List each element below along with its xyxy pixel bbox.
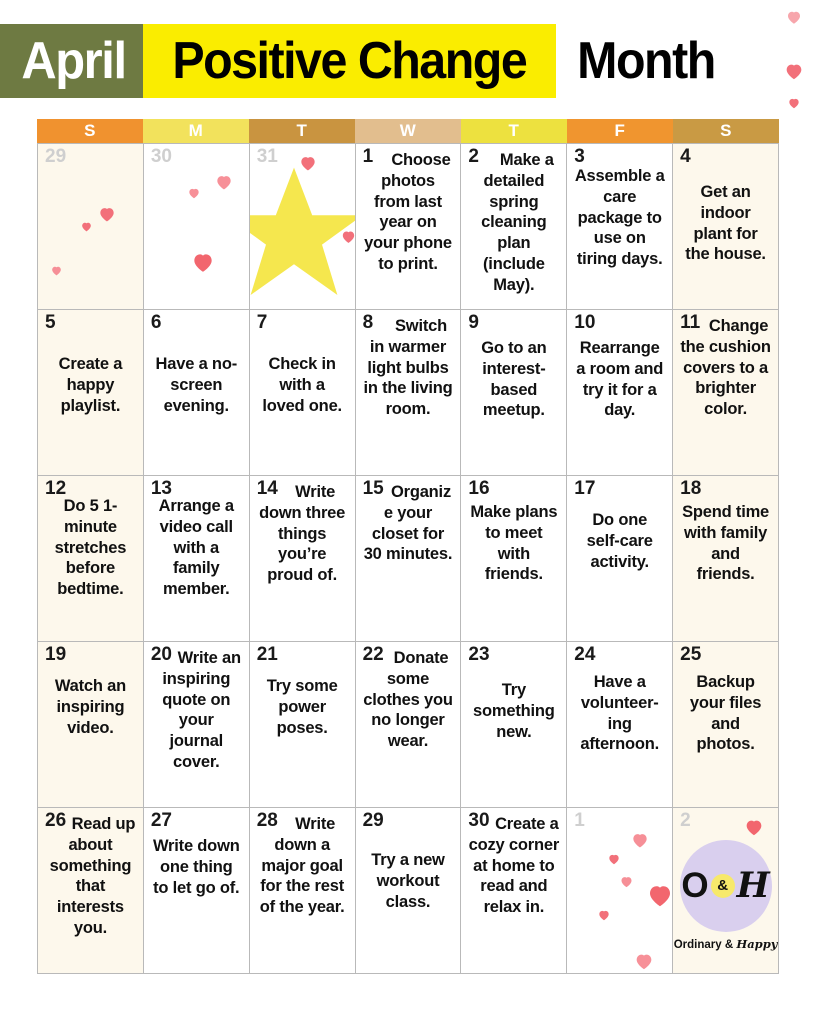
day-activity-text: Organize your closet for 30 minutes. bbox=[363, 483, 453, 564]
day-cell[interactable] bbox=[144, 642, 250, 807]
day-activity-text: Write down a major goal for the rest of the year. bbox=[259, 815, 345, 917]
day-activity-text: Go to an interest-based meetup. bbox=[481, 339, 547, 420]
weekday-label: T bbox=[508, 121, 520, 140]
heart-icon bbox=[187, 186, 201, 200]
day-cell[interactable] bbox=[38, 808, 144, 973]
weekday-header-wed bbox=[355, 119, 461, 143]
heart-icon bbox=[340, 228, 356, 245]
title-suffix-text: Month bbox=[576, 32, 715, 90]
day-number: 21 bbox=[256, 644, 278, 665]
day-activity-text: Choose photos from last year on your phone to print. bbox=[364, 151, 452, 273]
heart-icon bbox=[97, 204, 117, 224]
day-cell[interactable] bbox=[461, 476, 567, 641]
heart-icon bbox=[785, 8, 803, 26]
heart-icon bbox=[597, 908, 611, 922]
heart-icon bbox=[607, 852, 621, 866]
weekday-label: M bbox=[188, 121, 204, 140]
heart-icon bbox=[630, 830, 650, 850]
day-number: 11 bbox=[680, 312, 701, 333]
day-number: 30 bbox=[150, 146, 172, 167]
day-cell[interactable] bbox=[250, 808, 356, 973]
day-cell[interactable] bbox=[356, 144, 462, 309]
day-activity-text: Assemble a care package to use on tiring days. bbox=[574, 167, 665, 269]
day-cell[interactable] bbox=[567, 808, 673, 973]
title-highlight-block bbox=[143, 24, 556, 98]
day-number: 10 bbox=[574, 312, 596, 333]
day-activity-text: Try something new. bbox=[473, 681, 555, 741]
day-activity-text: Do 5 1-minute stretches before bedtime. bbox=[54, 497, 127, 599]
logo-circle bbox=[680, 839, 772, 931]
day-number: 24 bbox=[574, 644, 596, 665]
heart-icon bbox=[645, 880, 673, 910]
weekday-header-thu bbox=[461, 119, 567, 143]
day-activity-text: Have a no-screen evening. bbox=[155, 355, 237, 415]
day-cell[interactable] bbox=[673, 642, 779, 807]
day-activity-text: Try a new workout class. bbox=[371, 851, 445, 911]
day-cell[interactable] bbox=[38, 642, 144, 807]
weekday-header-fri bbox=[567, 119, 673, 143]
day-activity-text: Arrange a video call with a family member. bbox=[158, 497, 234, 599]
brand-logo bbox=[673, 839, 779, 950]
weekday-label: T bbox=[296, 121, 308, 140]
day-number: 22 bbox=[362, 644, 384, 665]
day-cell[interactable] bbox=[673, 808, 779, 973]
heart-icon bbox=[190, 249, 216, 275]
day-cell[interactable] bbox=[144, 310, 250, 475]
day-number: 18 bbox=[680, 478, 702, 499]
weekday-label: S bbox=[720, 121, 732, 140]
day-activity-text: Get an indoor plant for the house. bbox=[685, 183, 766, 264]
day-cell[interactable] bbox=[250, 144, 356, 309]
day-number: 14 bbox=[256, 478, 278, 499]
heart-icon bbox=[633, 950, 655, 972]
day-activity-text: Backup your files and photos. bbox=[689, 673, 762, 754]
week-row bbox=[37, 807, 779, 974]
heart-icon bbox=[743, 816, 765, 838]
day-cell[interactable] bbox=[356, 642, 462, 807]
week-row bbox=[37, 309, 779, 475]
day-number: 29 bbox=[362, 810, 384, 831]
day-number: 19 bbox=[45, 644, 67, 665]
title-suffix-block bbox=[556, 24, 730, 98]
title-banner bbox=[0, 24, 795, 98]
day-number: 27 bbox=[150, 810, 172, 831]
day-activity-text: Change the cushion covers to a brighter color. bbox=[680, 317, 771, 419]
calendar-grid bbox=[37, 119, 779, 974]
logo-letter-h: H bbox=[736, 864, 770, 906]
day-number: 26 bbox=[45, 810, 67, 831]
day-cell[interactable] bbox=[356, 808, 462, 973]
day-cell[interactable] bbox=[250, 476, 356, 641]
day-cell[interactable] bbox=[461, 642, 567, 807]
day-activity-text: Write an inspiring quote on your journal cover. bbox=[162, 649, 241, 771]
heart-icon bbox=[214, 172, 234, 192]
day-number: 20 bbox=[150, 644, 172, 665]
day-cell[interactable] bbox=[144, 144, 250, 309]
day-number: 16 bbox=[468, 478, 490, 499]
day-number: 28 bbox=[256, 810, 278, 831]
weekday-header-sat bbox=[673, 119, 779, 143]
heart-icon bbox=[787, 96, 801, 110]
heart-icon bbox=[619, 874, 634, 889]
day-activity-text: Have a volunteer-ing afternoon. bbox=[580, 673, 660, 754]
day-activity-text: Create a happy playlist. bbox=[58, 355, 123, 415]
day-cell[interactable] bbox=[673, 476, 779, 641]
day-number: 9 bbox=[468, 312, 479, 333]
day-activity-text: Create a cozy corner at home to read and relax in. bbox=[468, 815, 560, 917]
weekday-header-mon bbox=[143, 119, 249, 143]
heart-icon bbox=[783, 60, 805, 82]
day-number: 31 bbox=[256, 146, 278, 167]
title-month-text: April bbox=[21, 32, 126, 90]
day-cell[interactable] bbox=[461, 310, 567, 475]
day-activity-text: Check in with a loved one. bbox=[262, 355, 342, 415]
day-cell[interactable] bbox=[356, 310, 462, 475]
day-activity-text: Write down one thing to let go of. bbox=[152, 837, 240, 897]
week-row bbox=[37, 641, 779, 807]
day-cell[interactable] bbox=[144, 476, 250, 641]
day-activity-text: Switch in warmer light bulbs in the living room. bbox=[363, 317, 453, 419]
logo-tagline bbox=[673, 936, 779, 950]
weekday-label: F bbox=[614, 121, 626, 140]
heart-icon bbox=[50, 264, 63, 277]
logo-tagline-ampersand: & bbox=[724, 938, 734, 951]
day-activity-text: Do one self-care activity. bbox=[586, 511, 653, 571]
day-number: 4 bbox=[680, 146, 691, 167]
heart-icon bbox=[298, 153, 318, 173]
day-cell[interactable] bbox=[38, 310, 144, 475]
day-cell[interactable] bbox=[567, 144, 673, 309]
day-cell[interactable] bbox=[356, 476, 462, 641]
weekday-label: W bbox=[399, 121, 417, 140]
day-number: 12 bbox=[45, 478, 67, 499]
day-cell[interactable] bbox=[38, 476, 144, 641]
day-activity-text: Make a detailed spring cleaning plan (include May). bbox=[481, 151, 554, 294]
logo-ampersand-badge: & bbox=[711, 873, 735, 897]
heart-icon bbox=[80, 220, 93, 233]
logo-letter-o: O bbox=[681, 865, 709, 905]
day-activity-text: Watch an inspiring video. bbox=[54, 677, 126, 737]
logo-tagline-prefix: Ordinary bbox=[673, 938, 722, 951]
day-activity-text: Write down three things you’re proud of. bbox=[259, 483, 346, 585]
day-number: 23 bbox=[468, 644, 490, 665]
day-number: 5 bbox=[45, 312, 56, 333]
day-activity-text: Try some power poses. bbox=[266, 677, 338, 737]
title-highlight-text: Positive Change bbox=[172, 32, 527, 90]
day-number: 29 bbox=[45, 146, 67, 167]
day-number: 15 bbox=[362, 478, 384, 499]
day-number: 17 bbox=[574, 478, 596, 499]
day-activity-text: Donate some clothes you no longer wear. bbox=[363, 649, 453, 751]
day-number: 8 bbox=[362, 312, 374, 333]
day-number: 6 bbox=[150, 312, 162, 333]
day-number: 1 bbox=[574, 810, 585, 831]
day-cell[interactable] bbox=[144, 808, 250, 973]
day-cell[interactable] bbox=[567, 310, 673, 475]
logo-tagline-suffix: Happy bbox=[736, 936, 778, 951]
week-row bbox=[37, 143, 779, 309]
day-cell[interactable] bbox=[461, 808, 567, 973]
day-number: 7 bbox=[256, 312, 268, 333]
day-activity-text: Rearrange a room and try it for a day. bbox=[576, 339, 664, 420]
day-cell[interactable] bbox=[461, 144, 567, 309]
day-number: 1 bbox=[362, 146, 374, 167]
day-number: 2 bbox=[468, 146, 479, 167]
day-activity-text: Read up about something that interests you. bbox=[49, 815, 136, 937]
day-activity-text: Make plans to meet with friends. bbox=[470, 503, 558, 584]
day-cell[interactable] bbox=[38, 144, 144, 309]
weekday-header-sun bbox=[37, 119, 143, 143]
day-cell[interactable] bbox=[567, 476, 673, 641]
title-month-block bbox=[0, 24, 143, 98]
day-number: 25 bbox=[680, 644, 702, 665]
day-activity-text: Spend time with family and friends. bbox=[682, 503, 770, 584]
day-number: 3 bbox=[574, 146, 585, 167]
day-cell[interactable] bbox=[250, 310, 356, 475]
day-cell[interactable] bbox=[673, 310, 779, 475]
weekday-label: S bbox=[84, 121, 96, 140]
day-cell[interactable] bbox=[250, 642, 356, 807]
weekday-header-tue bbox=[249, 119, 355, 143]
day-number: 2 bbox=[680, 810, 691, 831]
day-number: 13 bbox=[150, 478, 172, 499]
edge-heart-decorations bbox=[777, 0, 817, 120]
weekday-header-row bbox=[37, 119, 779, 143]
star-icon bbox=[250, 162, 356, 307]
day-number: 30 bbox=[468, 810, 490, 831]
day-cell[interactable] bbox=[567, 642, 673, 807]
week-row bbox=[37, 475, 779, 641]
day-cell[interactable] bbox=[673, 144, 779, 309]
